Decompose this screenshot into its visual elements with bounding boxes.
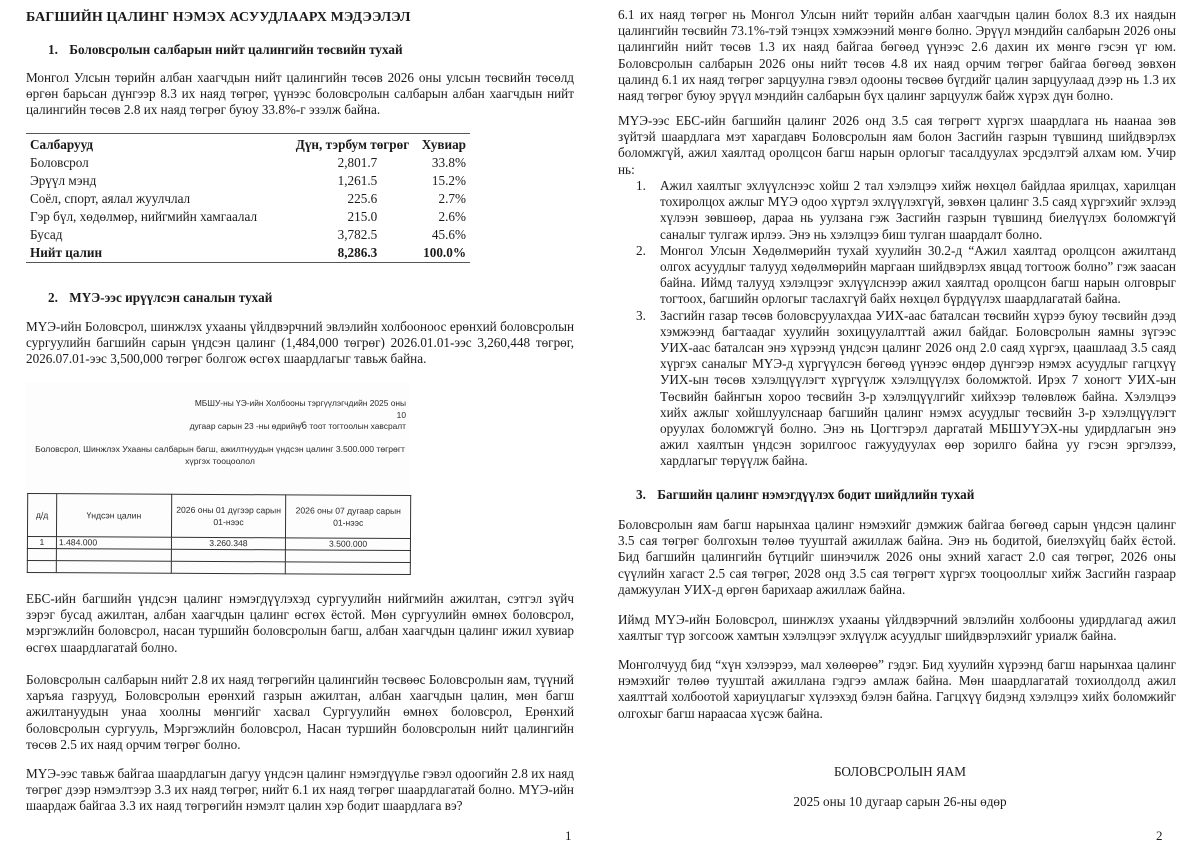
reason-item <box>618 178 1176 243</box>
section-number: 2. <box>48 290 58 305</box>
page-number: 1 <box>565 828 572 843</box>
amount-cell: 225.6 <box>347 190 378 206</box>
document-title: БАГШИЙН ЦАЛИНГ НЭМЭХ АСУУДЛААРХ МЭДЭЭЛЭЛ <box>26 10 411 25</box>
additional-cost-question-paragraph: МҮЭ-ээс тавьж байгаа шаардлагын дагуу үндсэн цалинг нэмэгдүүлье гэвэл одоогийн 2.8 их наяд төгрөг дээр нэмэлтээр 3.3 их наяд төгрөг, нийт 6.1 их наяд төгрөг шаардлагатай болно. МҮЭ-ийн шаардаж байгаа 3.3 их наяд төгрөгийн нэмэлт цалин хэр бодит шаардлага вэ? <box>26 766 574 814</box>
sector-cell: Бусад <box>30 226 63 242</box>
table-row <box>26 208 470 226</box>
scan-cell <box>27 560 56 572</box>
scan-cell: 3.260.348 <box>171 537 286 550</box>
education-budget-paragraph: Боловсролын салбарын нийт 2.8 их наяд төгрөгийн цалингийн төсвөөс Боловсролын яам, түүний харъяа газрууд, Боловсролын ерөнхий газрын ажилтан, албан хаагчдын цалин, мөн багш ажилтануудын унаа хоолны мөнгийг хасвал Сургуулийн өмнөх боловсрол, Ерөнхий боловсролын сургууль, Мэргэжлийн боловсрол, Насан туршийн боловсролын нийт цалингийн төсөв 2.5 их наяд орчим төгрөг болно. <box>26 672 574 752</box>
signature-date: 2025 оны 10 дугаар сарын 26-ны өдөр <box>793 794 1007 809</box>
scan-header-cell: д/д <box>27 493 56 536</box>
amount-cell: 215.0 <box>347 208 378 224</box>
reason-number: 1. <box>636 178 646 193</box>
table-row <box>26 190 470 208</box>
scan-table-row <box>27 560 410 574</box>
percent-cell: 2.6% <box>438 208 466 224</box>
section-title: МҮЭ-ээс ирүүлсэн саналын тухай <box>69 290 273 305</box>
scan-cell: 3.500.000 <box>286 538 411 551</box>
salary-solution-paragraph: Боловсролын яам багш нарынхаа цалинг нэмэхийг дэмжиж байгаа бөгөөд сарын үндсэн цалинг 3.5 сая төгрөг болгохын төлөө тууштай ажиллаж байна. Энэ нь бодитой, биелэхүйц байх ёстой. Бид багшийн цалингийн бүтцийг шинэчилж 2026 оны эхний хагаст 2.0 сая төгрөг, 2026 оны сүүлийн хагаст 2.5 сая төгрөг, 2028 онд 3.5 сая төгрөгт хүргэх тооцооллыг хийж Засгийн газраар дамжуулан УИХ-д өргөн барихаар ажиллаж байна. <box>618 517 1176 597</box>
scan-header-row <box>27 493 410 538</box>
scan-cell <box>286 562 411 575</box>
section-3-heading <box>636 487 974 503</box>
reason-item <box>618 308 1176 470</box>
amount-cell: 3,782.5 <box>337 226 378 242</box>
section-number: 3. <box>636 487 646 502</box>
sector-cell: Соёл, спорт, аялал жуулчлал <box>30 190 191 206</box>
table-row <box>26 226 470 244</box>
scan-cell <box>56 549 171 562</box>
section-1-heading <box>48 42 403 58</box>
budget-intro-paragraph: Монгол Улсын төрийн албан хаагчдын нийт цалингийн төсөв 2026 оны улсын төсвийн төсөлд өргөн барьсан дүнгээр 8.3 их наяд төгрөг, үүнээс боловсролын салбарын албан хаагчдын нийт цалингийн төсөв 2.8 их наяд төгрөг буюу 33.8%-г эзэлж байна. <box>26 70 574 118</box>
sector-cell: Эрүүл мэнд <box>30 172 97 188</box>
page-number: 2 <box>1156 828 1163 843</box>
sector-cell: Боловсрол <box>30 154 89 170</box>
percent-cell: 15.2% <box>431 172 466 188</box>
table-row <box>26 172 470 190</box>
page-2 <box>600 0 1200 848</box>
amount-cell: 1,261.5 <box>337 172 378 188</box>
column-header-amount: Дүн, тэрбум төгрөг <box>281 134 413 154</box>
scan-reference-text: тоот тогтоолын хавсралт <box>307 421 406 431</box>
reason-item <box>618 243 1176 308</box>
table-total-row <box>26 244 470 263</box>
appeal-paragraph: Иймд МҮЭ-ийн Боловсрол, шинжлэх ухааны үйлдвэрчний эвлэлийн холбооны удирдлагад ажил хаялтыг түр зогсоож хамтын хэлэлцээг эхлүүлж асуудлыг шийдвэрлэхийг уриалж байна. <box>618 612 1176 644</box>
reason-text: Ажил хаялтыг эхлүүлснээс хойш 2 тал хэлэлцээ хийж нөхцөл байдлаа ярилцах, харилцан тохиролцох ажлыг МҮЭ одоо хүртэл эхлүүлэхгүй, зөвхөн цалинг 3.5 саяд хүргэхийг эхлээд хүлээн зөвшөөр, дараа нь уулзана гэж Засгийн газрын түвшинд биелүүлэх боломжгүй саналыг тулгаж ирлээ. Энэ нь хэлэлцээ биш тулган шаардалт болно. <box>660 178 1176 242</box>
total-percent-cell: 100.0% <box>413 244 470 263</box>
amount-cell: 2,801.7 <box>337 154 378 170</box>
section-title: Багшийн цалинг нэмэгдүүлэх бодит шийдлийн тухай <box>657 487 975 502</box>
total-label-cell: Нийт цалин <box>26 244 281 263</box>
table-header-row <box>26 134 470 154</box>
scan-cell <box>171 549 286 562</box>
percent-cell: 45.6% <box>431 226 466 242</box>
union-demand-risk-paragraph: МҮЭ-ээс ЕБС-ийн багшийн цалинг 2026 онд 3.5 сая төгрөгт хүргэх шаардлага нь наанаа зөв зүйтэй шаардлага мэт харагдавч Боловсролын яам болон Засгийн газрын түвшинд шийдвэрлэх боломжгүй, ажил хаялтад оролцсон багш нарын орлогыг тасалдуулах эрсдэлтэй алхам юм. Учир нь: <box>618 113 1176 177</box>
total-amount-cell: 8,286.3 <box>281 244 413 263</box>
sector-cell: Гэр бүл, хөдөлмөр, нийгмийн хамгаалал <box>30 208 258 224</box>
section-2-heading <box>48 290 272 306</box>
reasons-list <box>618 178 1176 470</box>
scan-header-cell: 2026 оны 07 дугаар сарын 01-нээс <box>286 495 411 539</box>
column-header-sector: Салбарууд <box>26 134 281 154</box>
percent-cell: 33.8% <box>431 154 466 170</box>
scan-reference-note <box>186 398 406 433</box>
scan-reference-text: дугаар сарын 23 -ны өдрийн <box>189 421 300 431</box>
reason-number: 2. <box>636 242 646 258</box>
signature-organization: БОЛОВСРОЛЫН ЯАМ <box>833 764 967 779</box>
union-demand-paragraph: МҮЭ-ийн Боловсрол, шинжлэх ухааны үйлдвэрчний эвлэлийн холбооноос ерөнхий боловсролын сургуулийн багшийн сарын үндсэн цалинг (1,484,000 төгрөг) 2026.01.01-ээс 3,260,448 төгрөг, 2026.07.01-ээс 3,500,000 төгрөг болгож өсгөх шаардлагыг тавьж байна. <box>26 319 574 367</box>
scanned-union-resolution-image <box>26 382 410 578</box>
scan-title: Боловсрол, Шинжлэх Ухааны салбарын багш, ажилтнуудын үндсэн цалинг 3.500.000 төгрөгт хүргэх тооцоолол <box>35 444 405 466</box>
other-staff-paragraph: ЕБС-ийн багшийн үндсэн цалинг нэмэгдүүлэхэд сургуулийн нийгмийн ажилтан, сэтгэл зүйч зэрэг бусад ажилтан, албан хаагчдын цалинг өсгөх ёстой. Мөн сургуулийн өмнөх боловсрол, мэргэжлийн боловсрол, насан туршийн боловсролын багш, албан хаагчдын цалинг ижил хувиар өсгөх шаардлагатай болно. <box>26 591 574 655</box>
scan-salary-table <box>27 493 411 575</box>
section-title: Боловсролын салбарын нийт цалингийн төсвийн тухай <box>69 42 403 57</box>
closing-paragraph: Монголчууд бид “хүн хэлээрээ, мал хөлөөрөө” гэдэг. Бид хуулийн хүрээнд багш нарынхаа цалинг нэмэхийг төлөө тууштай ажиллана гэдгээ амлаж байна. Мөн шаардлагатай тохиолдолд ажил хаялттай холбоотой хариуцлагыг хүлээхэд бэлэн байна. Гагцхүү бидэнд хэлэлцээ хийх боломжийг олгохыг багш нараасаа хүсэж байна. <box>618 657 1176 721</box>
scan-cell: 1.484.000 <box>56 537 171 550</box>
scan-header-cell: 2026 оны 01 дүгээр сарын 01-нээс <box>171 494 286 538</box>
section-number: 1. <box>48 42 58 57</box>
handwritten-number: ⁄6 <box>298 420 309 433</box>
scan-reference-line: МБШУ-ны ҮЭ-ийн Холбооны тэргүүлэгчдийн 2025 оны 10 <box>194 398 406 420</box>
cost-comparison-paragraph: 6.1 их наяд төгрөг нь Монгол Улсын нийт төрийн албан хаагчдын цалин болох 8.3 их наядын цалингийн төсвийн 73.1%-тэй тэнцэх хэмжээний мөнгө болно. Эрүүл мэндийн салбарын 2026 оны цалингийн нийт төсөв 1.3 их наяд байгаа бөгөөд үүнээс 2.6 дахин их мөнгө гэсэн үг юм. Боловсролын салбарын 2026 оны нийт төсөв 4.8 их наяд орчим төгрөг байгаа бөгөөд зөвхөн цалинд 6.1 их наяд төгрөг зарцуулна гэвэл одооны төсвөө бүгдийг цалин зарцуулаад дээр нь 1.3 их наяд төгрөг буюу эрүүл мэндийн салбарын бүх цалинг зарцуулж байж хүрэх дүн болно. <box>618 7 1176 104</box>
scan-reference-line <box>186 421 406 433</box>
scan-cell <box>171 561 286 574</box>
scan-cell: 1 <box>27 536 56 548</box>
percent-cell: 2.7% <box>438 190 466 206</box>
reason-number: 3. <box>636 307 646 323</box>
reason-text: Засгийн газар төсөв боловсруулахдаа УИХ-аас баталсан төсвийн хүрээ буюу төсвийн дээд хэмжээнд багтаадаг хуулийн зохицуулалттай ажил байдаг. Боловсролын яамны зүгээс УИХ-аас баталсан энэ хүрээнд үндсэн цалинг 2026 онд 2.0 саяд хүргэх, цаашлаад 3.5 саяд хүргэх саналыг МҮЭ-д хүргүүлсэн бөгөөд үүнээс өндөр дүнгээр нэмэх асуудлыг гагцхүү УИХ-ын төсөв хэлэлцүүлэгт хүргүүлж хэлэлцүүлэх боломжтой. Ирэх 7 хоногт УИХ-ын Төсвийн байнгын хороо төсвийн 3-р хэлэлцүүлгийг хийхээр төлөвлөж байна. Хэлэлцээ хийх ажлыг хойшлуулснаар багшийн цалинг нэмэх асуудлыг төсвийн 3-р хэлэлцүүлэгт оруулах боломжгүй болно. Энэ нь Цогтгэрэл даргатай МБШУҮЭХ-ны удирдлагын энэ ажил хаялтын үндсэн зорилгоос гажуудуулах өөр зорилго байна уу гэсэн эргэлзээ, хардлагыг төрүүлж байна. <box>660 307 1176 469</box>
column-header-percent: Хувиар <box>413 134 470 154</box>
reason-text: Монгол Улсын Хөдөлмөрийн тухай хуулийн 30.2-д “Ажил хаялтад оролцсон ажилтанд олгох асуудлыг талууд хөдөлмөрийн маргаан шийдвэрлэх явцад тогтоож болно” гэж заасан байна. Иймд талууд хэлэлцээг эхлүүлснээр ажил хаялтад оролцсон багш нарын олговрыг тогтоох, багшийн орлогыг таслахгүй байх нөхцөл бүрдүүлэх шаардлагатай байна. <box>660 242 1176 307</box>
scan-header-cell: Үндсэн цалин <box>56 494 171 538</box>
scan-cell <box>27 548 56 560</box>
scan-cell <box>56 561 171 574</box>
salary-budget-table <box>26 133 470 263</box>
scan-cell <box>286 550 411 563</box>
table-row <box>26 154 470 172</box>
